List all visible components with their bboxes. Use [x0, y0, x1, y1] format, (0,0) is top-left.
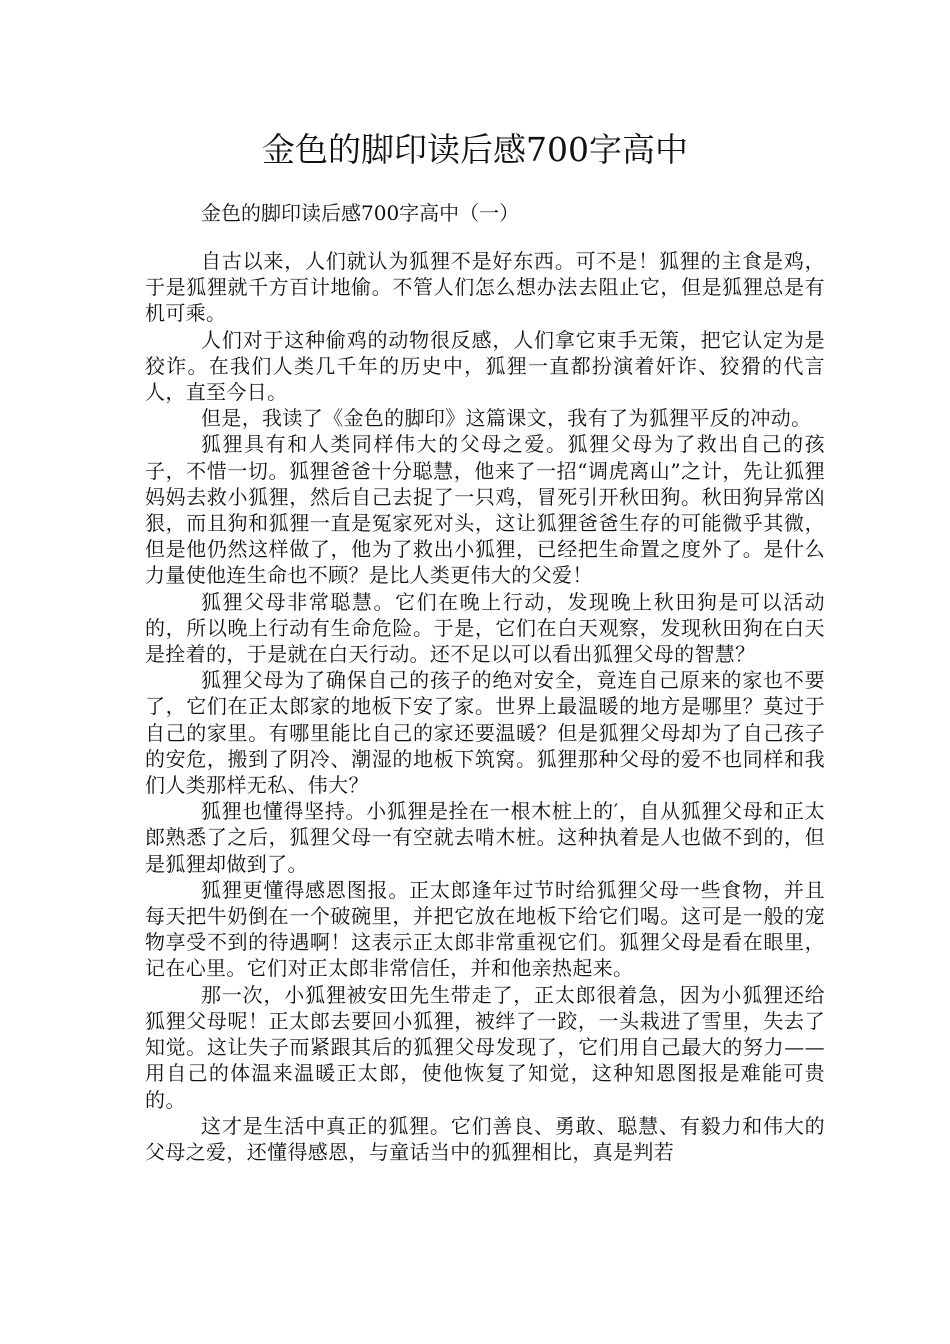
document-title: 金色的脚印读后感700字高中 [262, 130, 688, 169]
section-subtitle: 金色的脚印读后感700字高中（一） [201, 201, 520, 225]
paragraph: 人们对于这种偷鸡的动物很反感，人们拿它束手无策，把它认定为是狡诈。在我们人类几千年的历史中，狐狸一直都扮演着奸诈、狡猾的代言人，直至今日。 [145, 327, 825, 405]
paragraph: 狐狸父母非常聪慧。它们在晚上行动，发现晚上秋田狗是可以活动的，所以晚上行动有生命危险。于是，它们在白天观察，发现秋田狗在白天是拴着的，于是就在白天行动。还不足以可以看出狐狸父母的智慧？ [145, 589, 825, 667]
paragraph: 狐狸父母为了确保自己的孩子的绝对安全，竟连自己原来的家也不要了，它们在正太郎家的地板下安了家。世界上最温暖的地方是哪里？莫过于自己的家里。有哪里能比自己的家还要温暖？但是狐狸父母却为了自己孩子的安危，搬到了阴冷、潮湿的地板下筑窝。狐狸那种父母的爱不也同样和我们人类那样无私、伟大？ [145, 668, 825, 798]
paragraph: 狐狸具有和人类同样伟大的父母之爱。狐狸父母为了救出自己的孩子，不惜一切。狐狸爸爸十分聪慧，他来了一招“调虎离山”之计，先让狐狸妈妈去救小狐狸，然后自己去捉了一只鸡，冒死引开秋田狗。秋田狗异常凶狠，而且狗和狐狸一直是冤家死对头，这让狐狸爸爸生存的可能微乎其微，但是他仍然这样做了，他为了救出小狐狸，已经把生命置之度外了。是什么力量使他连生命也不顾？是比人类更伟大的父爱！ [145, 432, 825, 588]
paragraph: 狐狸更懂得感恩图报。正太郎逢年过节时给狐狸父母一些食物，并且每天把牛奶倒在一个破碗里，并把它放在地板下给它们喝。这可是一般的宠物享受不到的待遇啊！这表示正太郎非常重视它们。狐狸父母是看在眼里，记在心里。它们对正太郎非常信任，并和他亲热起来。 [145, 877, 825, 981]
paragraph: 那一次，小狐狸被安田先生带走了，正太郎很着急，因为小狐狸还给狐狸父母呢！正太郎去要回小狐狸，被绊了一跤，一头栽进了雪里，失去了知觉。这让失子而紧跟其后的狐狸父母发现了，它们用自己最大的努力——用自己的体温来温暖正太郎，使他恢复了知觉，这种知恩图报是难能可贵的。 [145, 982, 825, 1112]
paragraph: 这才是生活中真正的狐狸。它们善良、勇敢、聪慧、有毅力和伟大的父母之爱，还懂得感恩，与童话当中的狐狸相比，真是判若 [145, 1113, 825, 1164]
paragraph: 但是，我读了《金色的脚印》这篇课文，我有了为狐狸平反的冲动。 [201, 406, 812, 431]
paragraph: 狐狸也懂得坚持。小狐狸是拴在一根木桩上的′，自从狐狸父母和正太郎熟悉了之后，狐狸父母一有空就去啃木桩。这种执着是人也做不到的，但是狐狸却做到了。 [145, 799, 825, 876]
paragraph: 自古以来，人们就认为狐狸不是好东西。可不是！狐狸的主食是鸡，于是狐狸就千方百计地偷。不管人们怎么想办法去阻止它，但是狐狸总是有机可乘。 [145, 249, 825, 326]
article-body [145, 248, 825, 1165]
